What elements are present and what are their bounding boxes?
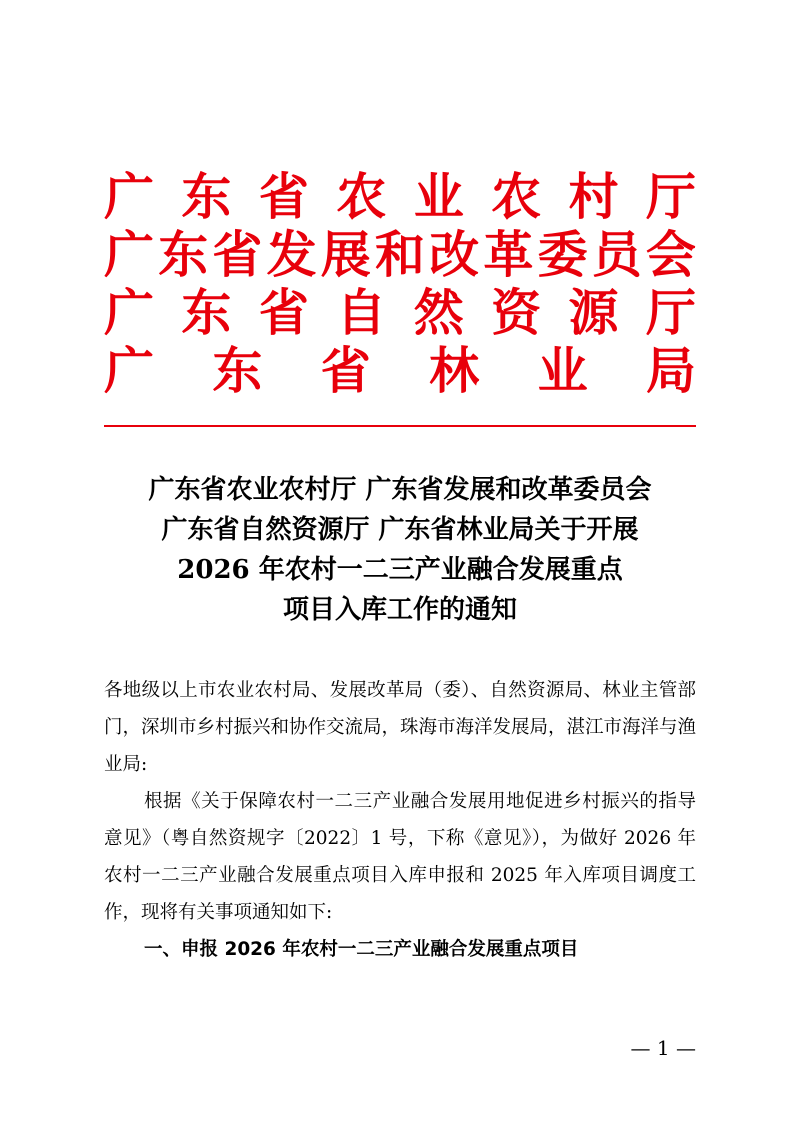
salutation: 各地级以上市农业农村局、发展改革局（委）、自然资源局、林业主管部门，深圳市乡村振兴和协作交流局，珠海市海洋发展局，湛江市海洋与渔业局: [104, 680, 697, 775]
agency-char: 东 [181, 283, 232, 342]
agency-char: 农 [491, 167, 542, 226]
agency-char: 农 [336, 167, 387, 226]
agency-char: 展 [320, 225, 371, 284]
title-line: 广东省农业农村厅 广东省发展和改革委员会 [148, 475, 652, 505]
agency-char: 东 [181, 167, 232, 226]
agency-char: 源 [568, 283, 619, 342]
agency-char: 资 [491, 283, 542, 342]
agency-char: 发 [266, 225, 317, 284]
agency-char: 广 [104, 167, 154, 226]
agency-line [104, 226, 696, 284]
agency-char: 广 [104, 225, 154, 284]
agency-char: 村 [568, 167, 619, 226]
agency-char: 省 [258, 283, 309, 342]
agency-char: 业 [413, 167, 464, 226]
agency-line [104, 342, 696, 400]
agency-char: 委 [537, 225, 588, 284]
document-title [60, 470, 740, 630]
agency-char: 东 [158, 225, 209, 284]
agency-char: 厅 [645, 283, 696, 342]
section-heading: 一、申报 2026 年农村一二三产业融合发展重点项目 [144, 939, 579, 960]
page-number: — 1 — [630, 1036, 696, 1060]
agency-char: 改 [429, 225, 480, 284]
agency-line [104, 168, 696, 226]
agency-char: 省 [320, 341, 371, 400]
agency-char: 东 [212, 341, 263, 400]
issuing-agencies-header [104, 168, 696, 400]
body-paragraph: 根据《关于保障农村一二三产业融合发展用地促进乡村振兴的指导意见》（粤自然资规字〔2022〕1 号，下称《意见》），为做好 2026 年农村一二三产业融合发展重点项目入库申报和 2025 年入库项目调度工作，现将有关事项通知如下: [104, 791, 696, 923]
agency-char: 然 [413, 283, 464, 342]
agency-char: 业 [537, 341, 588, 400]
agency-char: 会 [645, 225, 696, 284]
agency-char: 广 [104, 341, 154, 400]
agency-char: 厅 [645, 167, 696, 226]
title-line: 2026 年农村一二三产业融合发展重点 [177, 555, 623, 585]
agency-char: 广 [104, 283, 154, 342]
agency-char: 和 [374, 225, 425, 284]
red-divider-line [104, 425, 696, 427]
title-line: 广东省自然资源厅 广东省林业局关于开展 [161, 515, 639, 545]
agency-char: 林 [429, 341, 480, 400]
agency-char: 革 [483, 225, 534, 284]
title-line: 项目入库工作的通知 [282, 595, 517, 625]
agency-char: 自 [336, 283, 387, 342]
agency-char: 省 [258, 167, 309, 226]
agency-line [104, 284, 696, 342]
agency-char: 省 [212, 225, 263, 284]
agency-char: 局 [645, 341, 696, 400]
document-body [104, 672, 696, 968]
agency-char: 员 [591, 225, 642, 284]
